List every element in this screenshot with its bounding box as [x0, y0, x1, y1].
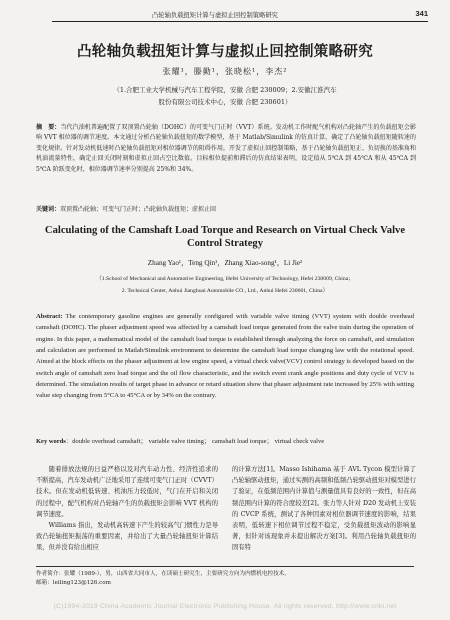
- chinese-authors: 张耀¹，滕勤¹，张晓松¹，李杰²: [162, 67, 288, 76]
- english-title: [30, 224, 420, 250]
- chinese-affiliation-line-2: 股份有限公司技术中心，安徽 合肥 230601）: [158, 98, 292, 106]
- english-abstract-text: The contemporary gasoline engines are generally configured with variable valve timing (VVT) system with double overhead camshaft (DOHC). The phaser adjustment speed was affected by a camshaft load torque generated from the valve train during the operation of engine. In this paper, a mathematical model of the camshaft load torque is established through analyzing the force on camshaft, and simulation and calculation are performed in Matlab/Simulink environment to determine the camshaft load torque changing law with the rotational speed. Aimed at the block effects on the phaser adjustment at low engine speed, a virtual check valve(VCV) control strategy is developed based on the switch angle of camshaft zero load torque and the oil flow characteristic, and the switch event crank angle positions and duty cycle of VCV is determined. The simulation results of target phase in advance or retard situation show that phaser adjustment rate increased by 25% with setting value step changing from 5°CA to 45°CA or by 34% on the contrary.: [36, 313, 414, 400]
- english-affiliation: [40, 274, 410, 297]
- english-affiliation-line-2: 2. Technical Center, Anhui Jianghuai Automobile CO., Ltd., Anhui Hefei 230601, China）: [121, 287, 329, 294]
- body-paragraph: 的计算方法[1]。Masso Ishihama 基于 AVL Tycon 模型计算了凸轮轴驱动扭矩，通过实测的高频和低频凸轮驱动扭矩对模型进行了验证，在低频范围内计算值与测量值具有良好的一致性，但在高频范围内计算的符合度较差[2]。张力等人针对 D20 发动机上安装的 CVCP 系统，测试了各种因素对相位器调节速度的影响，结果表明，低转速下相位调节过程不稳定，受负载扭矩波动的影响显著，但针对该现象并未提出解决方案[3]。利用凸轮轴负载扭矩的固有特: [232, 466, 416, 552]
- chinese-keywords-label: 关键词：: [36, 207, 61, 213]
- page-number: 341: [415, 9, 428, 18]
- author-footnote: [36, 566, 414, 588]
- copyright-watermark: (C)1994-2019 China Academic Journal Electronic Publishing House. All rights reserved. http://www.cnki.net: [53, 603, 397, 610]
- english-title-line-2: Control Strategy: [186, 238, 263, 249]
- running-head-title: 凸轮轴负载扭矩计算与虚拟止回控制策略研究: [152, 12, 278, 19]
- chinese-abstract-label: 摘 要：: [36, 125, 61, 131]
- body-paragraph: 随着排放法规的日益严格以及对汽车动力性、经济性追求的不断提高，汽车发动机广泛地采用了连续可变气门正时（CVVT）技术。但在发动机低转速、机油压力较低时，气门在开启和关闭的过程中，配气机构对凸轮轴产生的负载扭矩会影响 VVT 机构的调节速度。: [36, 466, 218, 518]
- footnote-author-info: 作者简介：张耀（1989-），男，山西省大同市人，在读硕士研究生，主要研究方向为内燃机电控技术。: [36, 571, 290, 577]
- chinese-keywords: [36, 204, 416, 213]
- body-paragraph: Williams 指出，发动机高转速下产生的较高气门惯性力是导致凸轮轴扭矩振荡的重要因素，并给出了大量凸轮轴扭矩计算结果，但并没有给出相应: [36, 522, 218, 552]
- english-keywords: [36, 437, 414, 447]
- english-abstract: [36, 311, 414, 402]
- running-head: [52, 8, 428, 22]
- chinese-title: 凸轮轴负载扭矩计算与虚拟止回控制策略研究: [77, 44, 373, 60]
- english-authors: Zhang Yao¹，Teng Qin¹，Zhang Xiao-song¹，Li Jie²: [147, 259, 303, 267]
- english-title-line-1: Calculating of the Camshaft Load Torque and Research on Virtual Check Valve: [44, 225, 406, 236]
- chinese-abstract-text: 当代汽油机普遍配置了双顶置凸轮轴（DOHC）的可变气门正时（VVT）系统。发动机工作时配气机构对凸轮轴产生的负载扭矩会影响 VVT 相位器的调节速度。本文通过分析凸轮轴负载扭矩的数学模型，基于 Matlab/Simulink 的仿真计算，确定了凸轮轴负载扭矩随转速的变化规律。针对发动机低速时凸轮轴负载扭矩对相位器调节的阻碍作用，开发了虚拟止回控制策略，基于凸轮轴负载扭矩正、负切换的基准角和机油流量特性，确定止回关闭时刻和虚拟止回占空比数值。目标相位提前和滞后的仿真结果表明，设定值从 5℃A 到 45℃A 和从 45℃A 到 5℃A 阶跃变化时，相位器调节速率分别提高 25%和 34%。: [36, 124, 416, 173]
- english-abstract-label: Abstract:: [36, 313, 63, 320]
- chinese-affiliation: [60, 84, 390, 108]
- chinese-keywords-text: 双顶置凸轮轴；可变气门正时；凸轮轴负载扭矩；虚拟止回: [60, 206, 217, 213]
- chinese-abstract: [36, 123, 416, 175]
- english-keywords-text: ：double overhead camshaft； variable valve timing； camshaft load torque； virtual check valve: [65, 438, 325, 445]
- chinese-affiliation-line-1: （1.合肥工业大学机械与汽车工程学院，安徽 合肥 230009；2.安徽江淮汽车: [113, 86, 337, 94]
- english-keywords-label: Key words: [36, 438, 66, 445]
- body-column-right: [232, 464, 416, 554]
- body-column-left: [36, 464, 218, 554]
- footnote-email: 邮箱：leiling123@126.com: [36, 580, 111, 586]
- english-affiliation-line-1: （1.School of Mechanical and Automotive Engineering, Hefei University of Technology, Hefei 230009, China；: [96, 276, 354, 282]
